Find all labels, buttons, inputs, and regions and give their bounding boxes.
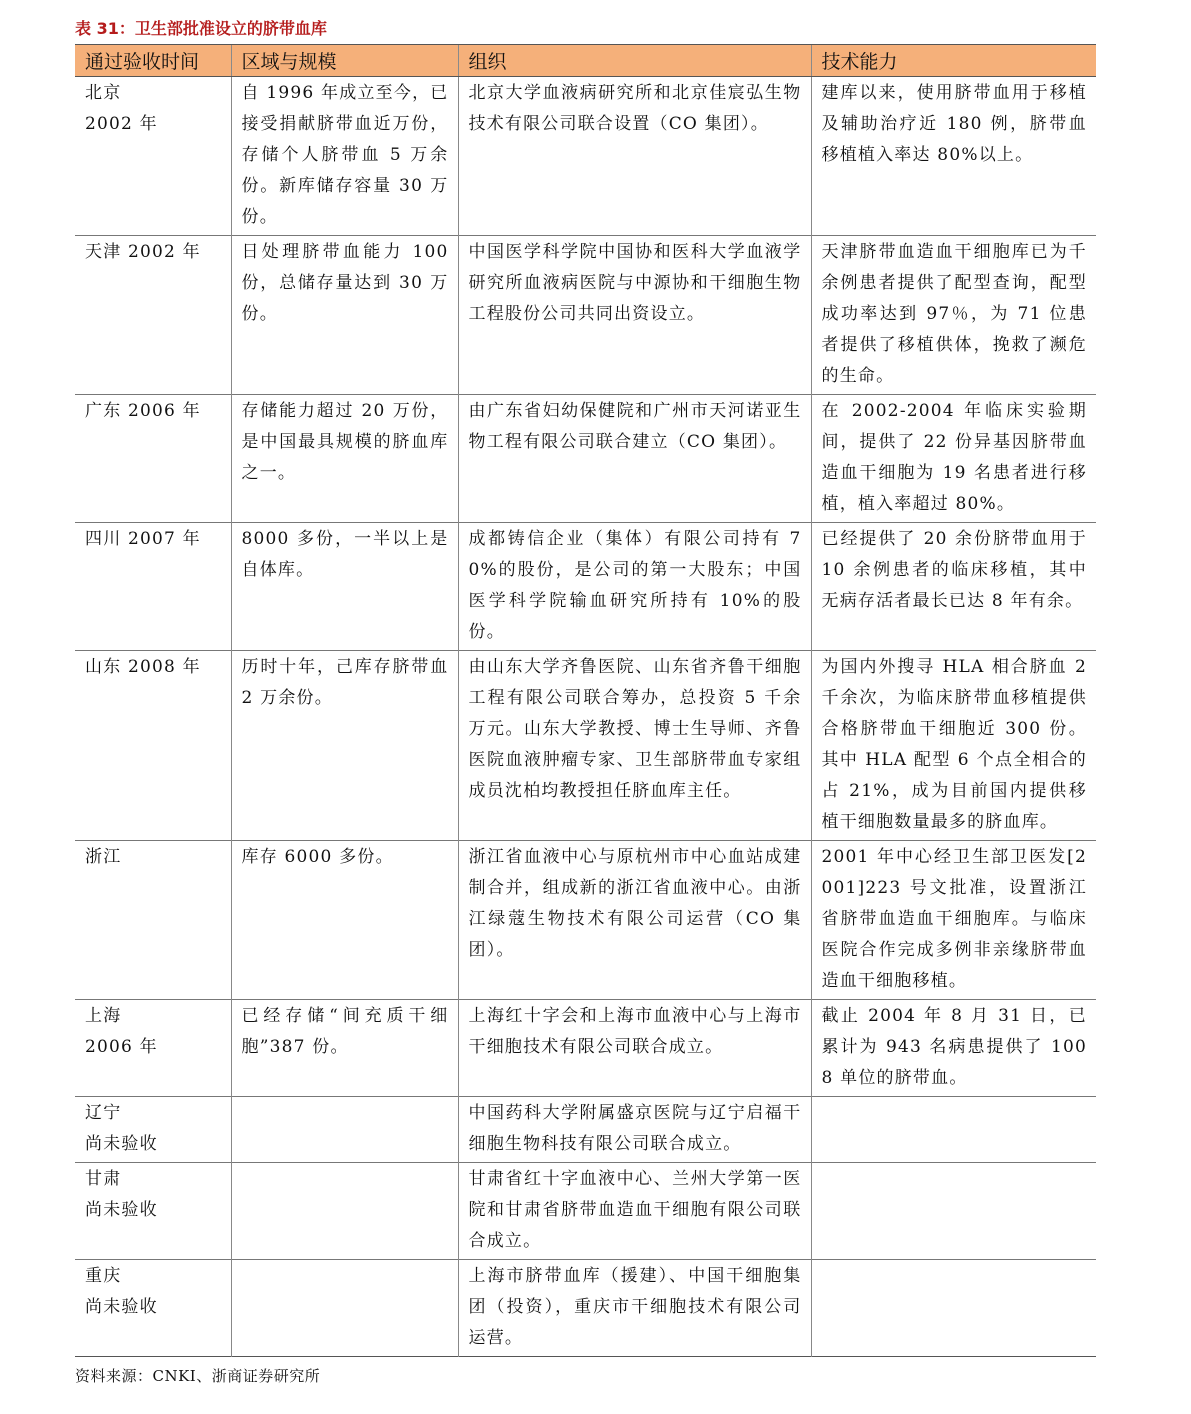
cell-line: 2002 年 <box>85 114 158 134</box>
header-row <box>75 45 1096 77</box>
cord-blood-bank-table <box>75 44 1096 1357</box>
cell-scale: 历时十年，己库存脐带血 2 万余份。 <box>231 651 458 841</box>
cell-line: 重庆 <box>85 1266 122 1286</box>
table-row <box>75 1000 1096 1097</box>
cell-organization: 上海市脐带血库（援建）、中国干细胞集团（投资），重庆市干细胞技术有限公司运营。 <box>458 1260 811 1357</box>
cell-capability: 建库以来，使用脐带血用于移植及辅助治疗近 180 例，脐带血移植植入率达 80%以上。 <box>811 77 1096 236</box>
cell-capability: 2001 年中心经卫生部卫医发[2001]223 号文批准，设置浙江省脐带血造血干细胞库。与临床医院合作完成多例非亲缘脐带血造血干细胞移植。 <box>811 841 1096 1000</box>
table-row <box>75 523 1096 651</box>
table-row <box>75 1097 1096 1163</box>
cell-scale <box>231 1260 458 1357</box>
cell-organization: 北京大学血液病研究所和北京佳宸弘生物技术有限公司联合设置（CO 集团）。 <box>458 77 811 236</box>
cell-capability: 天津脐带血造血干细胞库已为千余例患者提供了配型查询，配型成功率达到 97％，为 71 位患者提供了移植供体，挽救了濒危的生命。 <box>811 236 1096 395</box>
cell-line: 浙江 <box>85 847 122 867</box>
cell-line: 四川 2007 年 <box>85 529 201 549</box>
table-row <box>75 77 1096 236</box>
table-body <box>75 77 1096 1357</box>
cell-region-time <box>75 523 231 651</box>
cell-line: 甘肃 <box>85 1169 122 1189</box>
cell-scale: 8000 多份，一半以上是自体库。 <box>231 523 458 651</box>
cell-capability: 在 2002-2004 年临床实验期间，提供了 22 份异基因脐带血造血干细胞为 19 名患者进行移植，植入率超过 80%。 <box>811 395 1096 523</box>
cell-capability: 已经提供了 20 余份脐带血用于 10 余例患者的临床移植，其中无病存活者最长已达 8 年有余。 <box>811 523 1096 651</box>
table-row <box>75 395 1096 523</box>
cell-line: 尚未验收 <box>85 1200 158 1220</box>
cell-organization: 浙江省血液中心与原杭州市中心血站成建制合并，组成新的浙江省血液中心。由浙江绿蔻生物技术有限公司运营（CO 集团）。 <box>458 841 811 1000</box>
cell-region-time <box>75 236 231 395</box>
cell-region-time <box>75 395 231 523</box>
source-note: 资料来源：CNKI、浙商证券研究所 <box>75 1367 321 1385</box>
cell-line: 天津 2002 年 <box>85 242 201 262</box>
cell-line: 辽宁 <box>85 1103 122 1123</box>
cell-scale: 已经存储“间充质干细胞”387 份。 <box>231 1000 458 1097</box>
cell-region-time <box>75 841 231 1000</box>
cell-region-time <box>75 1097 231 1163</box>
document-page <box>75 14 1096 1387</box>
cell-scale: 库存 6000 多份。 <box>231 841 458 1000</box>
cell-scale: 存储能力超过 20 万份，是中国最具规模的脐血库之一。 <box>231 395 458 523</box>
cell-line: 上海 <box>85 1006 122 1026</box>
cell-organization: 中国药科大学附属盛京医院与辽宁启福干细胞生物科技有限公司联合成立。 <box>458 1097 811 1163</box>
cell-scale: 日处理脐带血能力 100 份，总储存量达到 30 万份。 <box>231 236 458 395</box>
cell-scale <box>231 1163 458 1260</box>
header-acceptance-time: 通过验收时间 <box>75 45 231 77</box>
cell-organization: 成都铸信企业（集体）有限公司持有 70%的股份，是公司的第一大股东；中国医学科学院输血研究所持有 10%的股份。 <box>458 523 811 651</box>
cell-line: 山东 2008 年 <box>85 657 201 677</box>
cell-organization: 由广东省妇幼保健院和广州市天河诺亚生物工程有限公司联合建立（CO 集团）。 <box>458 395 811 523</box>
table-header <box>75 45 1096 77</box>
cell-line: 尚未验收 <box>85 1297 158 1317</box>
cell-capability: 截止 2004 年 8 月 31 日，已累计为 943 名病患提供了 1008 单位的脐带血。 <box>811 1000 1096 1097</box>
header-organization: 组织 <box>458 45 811 77</box>
table-row <box>75 236 1096 395</box>
table-row <box>75 1260 1096 1357</box>
cell-line: 2006 年 <box>85 1037 158 1057</box>
table-row <box>75 1163 1096 1260</box>
cell-organization: 中国医学科学院中国协和医科大学血液学研究所血液病医院与中源协和干细胞生物工程股份公司共同出资设立。 <box>458 236 811 395</box>
cell-capability: 为国内外搜寻 HLA 相合脐血 2 千余次，为临床脐带血移植提供合格脐带血干细胞近 300 份。其中 HLA 配型 6 个点全相合的占 21%，成为目前国内提供移植干细胞数量最多的脐血库。 <box>811 651 1096 841</box>
cell-scale <box>231 1097 458 1163</box>
cell-region-time <box>75 1260 231 1357</box>
cell-line: 北京 <box>85 83 122 103</box>
table-title: 表 31：卫生部批准设立的脐带血库 <box>75 19 327 38</box>
cell-line: 尚未验收 <box>85 1134 158 1154</box>
cell-line: 广东 2006 年 <box>85 401 201 421</box>
cell-organization: 甘肃省红十字血液中心、兰州大学第一医院和甘肃省脐带血造血干细胞有限公司联合成立。 <box>458 1163 811 1260</box>
table-row <box>75 651 1096 841</box>
cell-capability <box>811 1260 1096 1357</box>
cell-capability <box>811 1163 1096 1260</box>
cell-region-time <box>75 77 231 236</box>
table-row <box>75 841 1096 1000</box>
cell-region-time <box>75 1000 231 1097</box>
cell-region-time <box>75 651 231 841</box>
cell-scale: 自 1996 年成立至今，已接受捐献脐带血近万份，存储个人脐带血 5 万余份。新库储存容量 30 万份。 <box>231 77 458 236</box>
cell-organization: 上海红十字会和上海市血液中心与上海市干细胞技术有限公司联合成立。 <box>458 1000 811 1097</box>
cell-region-time <box>75 1163 231 1260</box>
header-capability: 技术能力 <box>811 45 1096 77</box>
header-region-scale: 区域与规模 <box>231 45 458 77</box>
cell-organization: 由山东大学齐鲁医院、山东省齐鲁干细胞工程有限公司联合筹办，总投资 5 千余万元。山东大学教授、博士生导师、齐鲁医院血液肿瘤专家、卫生部脐带血专家组成员沈柏均教授担任脐血库主任。 <box>458 651 811 841</box>
cell-capability <box>811 1097 1096 1163</box>
